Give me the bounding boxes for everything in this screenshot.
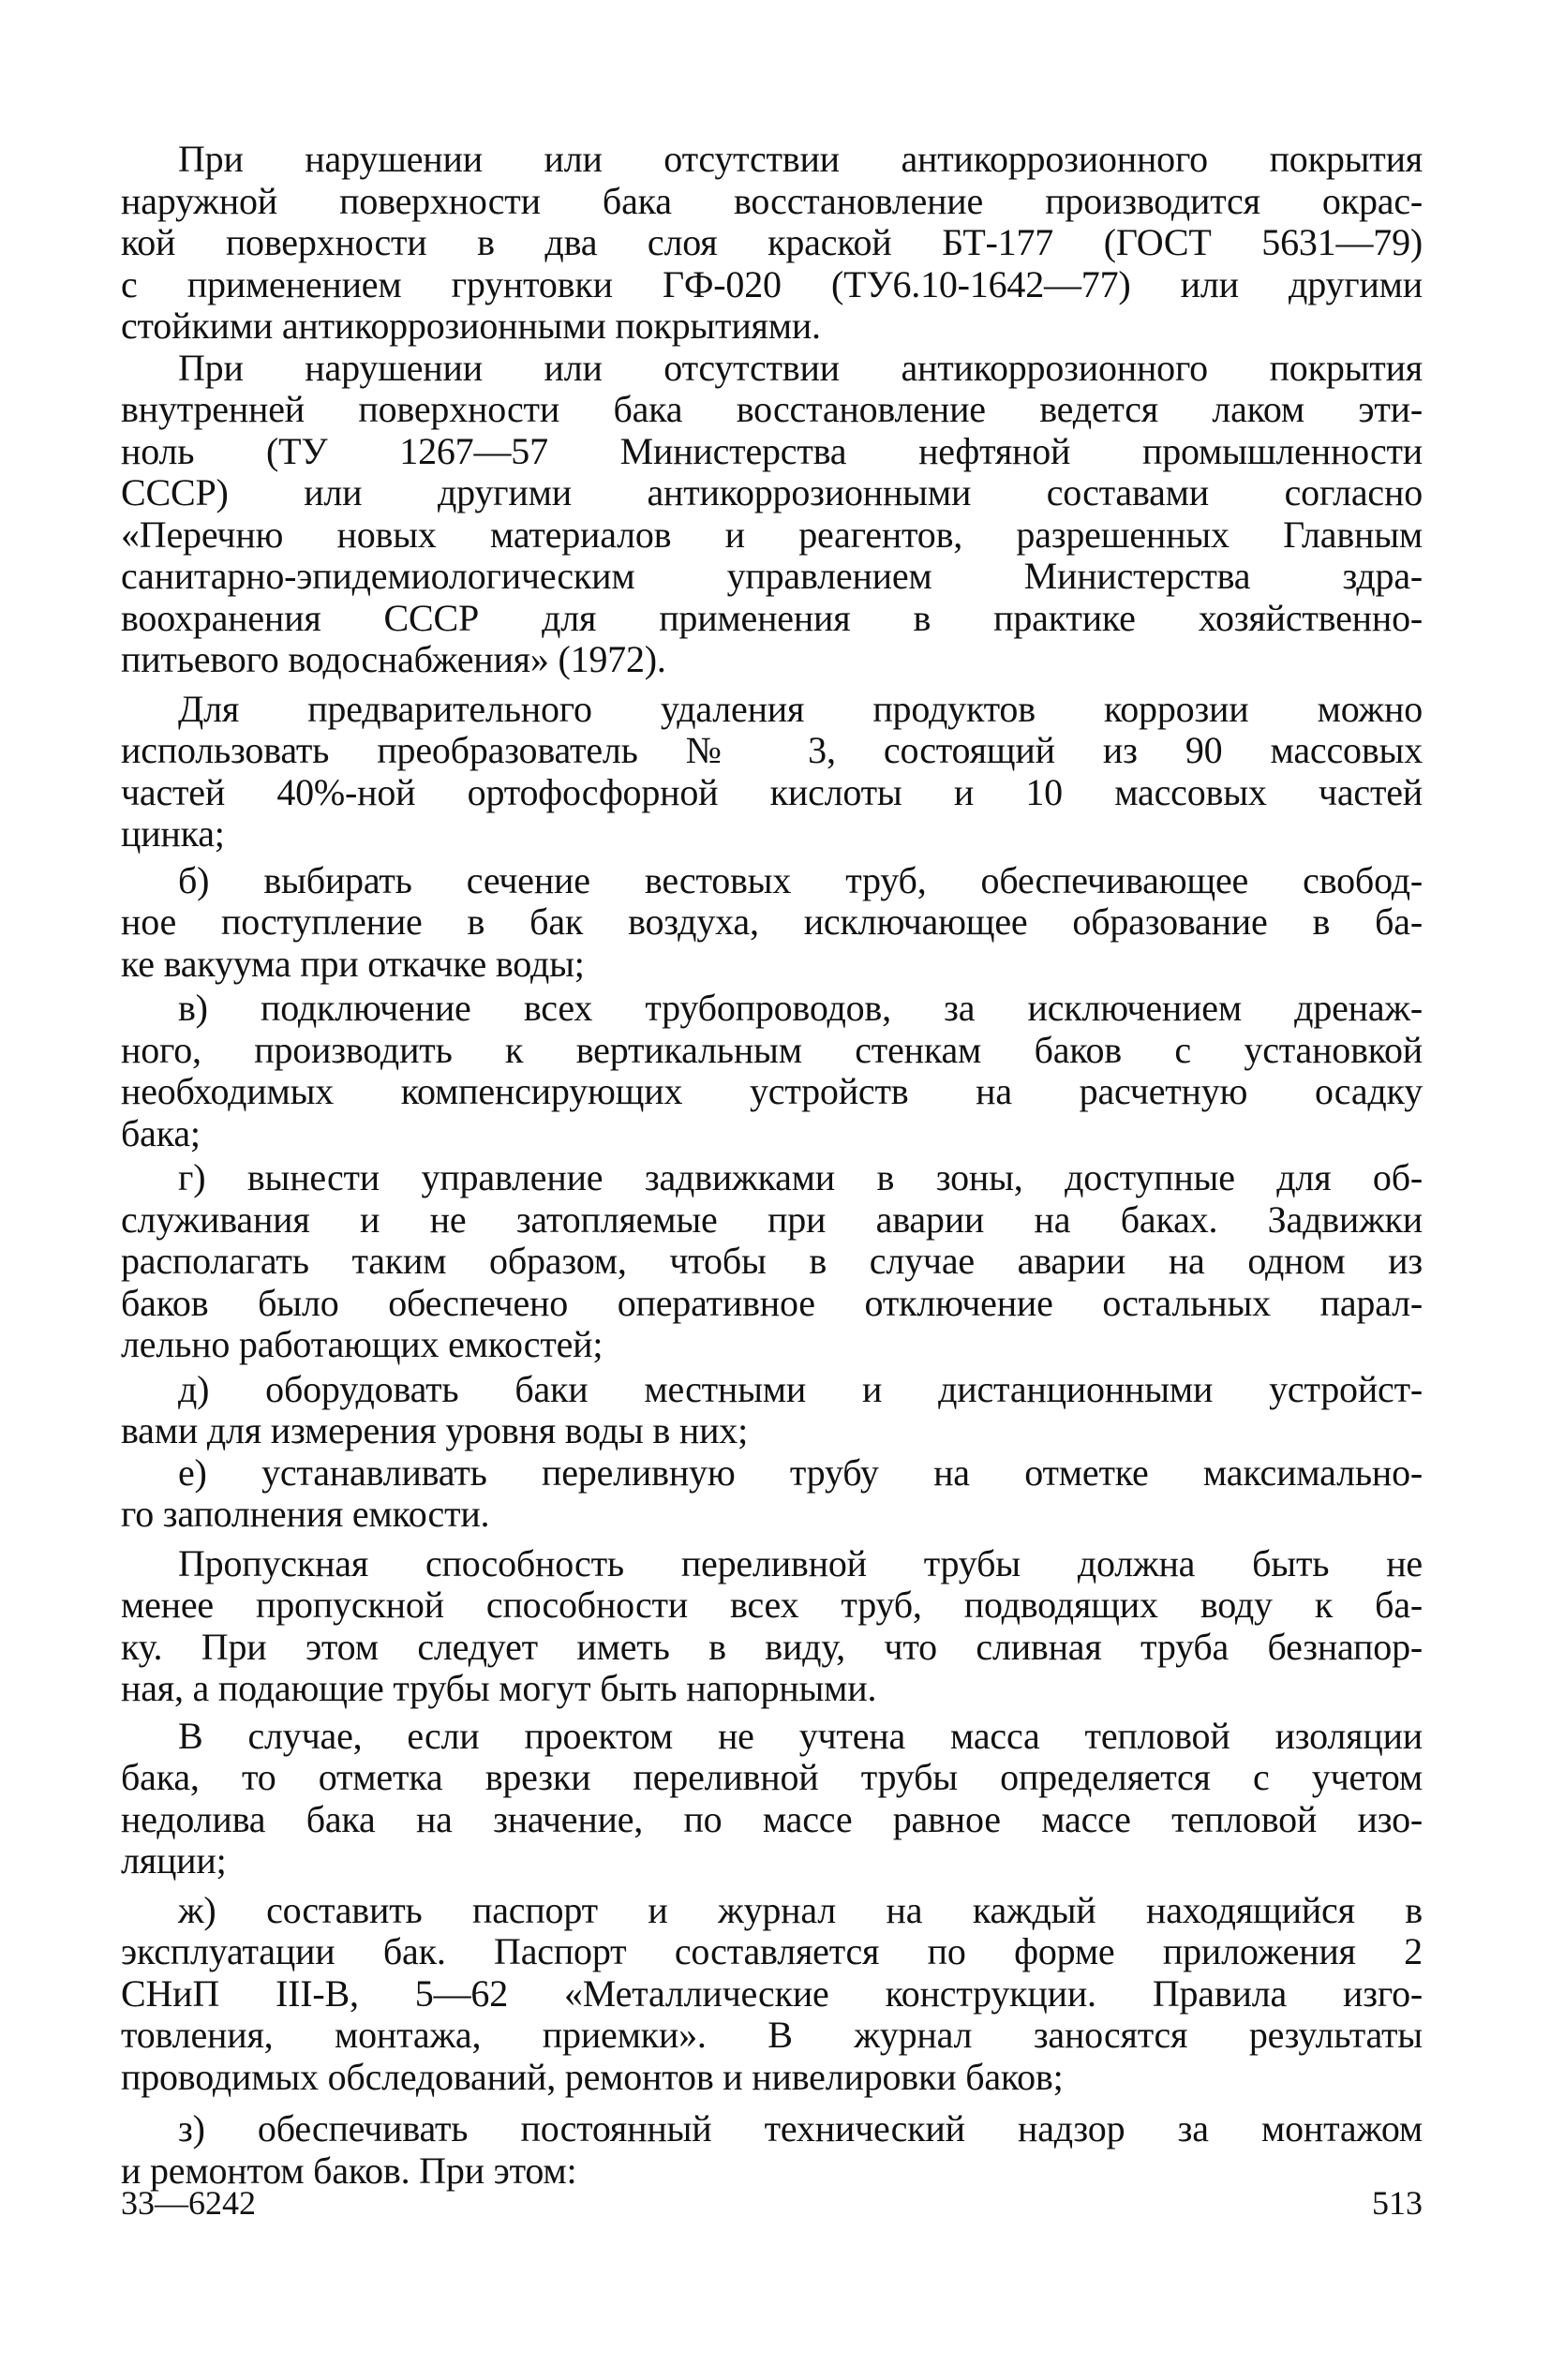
paragraph [121, 1716, 1423, 1882]
text-line: ноль (ТУ 1267—57 Министерства нефтяной промышленности [121, 429, 1423, 472]
text-line: з) обеспечивать постоянный технический надзор за монтажом [178, 2107, 1423, 2149]
text-line: недолива бака на значение, по массе равное массе тепловой изо- [121, 1797, 1423, 1840]
text-line: г) вынести управление задвижками в зоны, доступные для об- [178, 1156, 1423, 1198]
paragraph [121, 1369, 1423, 1452]
text-line: ная, а подающие трубы могут быть напорными. [121, 1667, 877, 1709]
text-line: необходимых компенсирующих устройств на расчетную осадку [121, 1070, 1423, 1112]
printer-signature: 33—6242 [121, 2184, 256, 2222]
text-line: кой поверхности в два слоя краской БТ-177 (ГОСТ 5631—79) [121, 221, 1423, 263]
text-line: ке вакуума при откачке воды; [121, 942, 585, 985]
paragraph [121, 689, 1423, 855]
document-body [121, 139, 1423, 2192]
text-line: ного, производить к вертикальным стенкам баков с установкой [121, 1028, 1423, 1071]
paragraph [121, 1890, 1423, 2099]
text-line: б) выбирать сечение вестовых труб, обеспечивающее свобод- [178, 858, 1423, 901]
text-line: го заполнения емкости. [121, 1493, 490, 1535]
text-line: бака, то отметка врезки переливной трубы определяется с учетом [121, 1756, 1423, 1798]
text-line: питьевого водоснабжения» (1972). [121, 638, 666, 680]
text-line: товления, монтажа, приемки». В журнал заносятся результаты [121, 2014, 1423, 2056]
text-line: менее пропускной способности всех труб, подводящих воду к ба- [121, 1584, 1423, 1626]
text-line: При нарушении или отсутствии антикоррозионного покрытия [178, 138, 1423, 180]
text-line: цинка; [121, 812, 225, 855]
text-line: д) оборудовать баки местными и дистанционными устройст- [178, 1367, 1423, 1410]
paragraph [121, 1452, 1423, 1536]
text-line: наружной поверхности бака восстановление производится окрас- [121, 179, 1423, 222]
paragraph [121, 348, 1423, 681]
text-line: ж) составить паспорт и журнал на каждый находящийся в [178, 1888, 1423, 1931]
text-line: вами для измерения уровня воды в них; [121, 1409, 749, 1451]
text-line: Пропускная способность переливной трубы должна быть не [178, 1541, 1423, 1584]
text-line: и ремонтом баков. При этом: [121, 2149, 577, 2192]
text-line: СССР) или другими антикоррозионными составами согласно [121, 471, 1423, 513]
text-line: СНиП III-В, 5—62 «Металлические конструкции. Правила изго- [121, 1971, 1423, 2015]
text-line: баков было обеспечено оперативное отключение остальных парал- [121, 1281, 1423, 1324]
text-line: бака; [121, 1111, 201, 1154]
paragraph [121, 139, 1423, 348]
text-line: ное поступление в бак воздуха, исключающее образование в ба- [121, 900, 1423, 943]
text-line: санитарно-эпидемиологическим управлением Министерства здра- [121, 555, 1423, 597]
text-line: ляции; [121, 1839, 227, 1882]
page-footer [121, 2181, 1423, 2224]
text-line: ку. При этом следует иметь в виду, что сливная труба безнапор- [121, 1625, 1423, 1668]
text-line: использовать преобразователь № 3, состоящий из 90 массовых [121, 729, 1423, 771]
text-line: располагать таким образом, чтобы в случае аварии на одном из [121, 1240, 1423, 1282]
text-line: При нарушении или отсутствии антикоррозионного покрытия [178, 346, 1423, 389]
paragraph [121, 860, 1423, 986]
text-line: проводимых обследований, ремонтов и нивелировки баков; [121, 2055, 1064, 2098]
text-line: Для предварительного удаления продуктов коррозии можно [178, 687, 1423, 730]
text-line: воохранения СССР для применения в практике хозяйственно- [121, 596, 1423, 639]
text-line: е) устанавливать переливную трубу на отметке максимально- [178, 1450, 1423, 1494]
paragraph [121, 1543, 1423, 1710]
text-line: в) подключение всех трубопроводов, за исключением дренаж- [178, 987, 1423, 1029]
text-line: «Перечню новых материалов и реагентов, разрешенных Главным [121, 513, 1423, 556]
text-line: частей 40%-ной ортофосфорной кислоты и 10 массовых частей [121, 770, 1423, 813]
text-line: эксплуатации бак. Паспорт составляется по форме приложения 2 [121, 1930, 1423, 1972]
text-line: лельно работающих емкостей; [121, 1323, 604, 1365]
text-line: В случае, если проектом не учтена масса тепловой изоляции [178, 1714, 1423, 1757]
page-number: 513 [1372, 2184, 1423, 2222]
text-line: служивания и не затопляемые при аварии на баках. Задвижки [121, 1197, 1423, 1241]
paragraph [121, 2108, 1423, 2192]
paragraph [121, 1157, 1423, 1366]
text-line: внутренней поверхности бака восстановление ведется лаком эти- [121, 388, 1423, 430]
paragraph [121, 988, 1423, 1154]
text-line: стойкими антикоррозионными покрытиями. [121, 305, 821, 347]
text-line: с применением грунтовки ГФ-020 (ТУ6.10-1642—77) или другими [121, 262, 1423, 305]
